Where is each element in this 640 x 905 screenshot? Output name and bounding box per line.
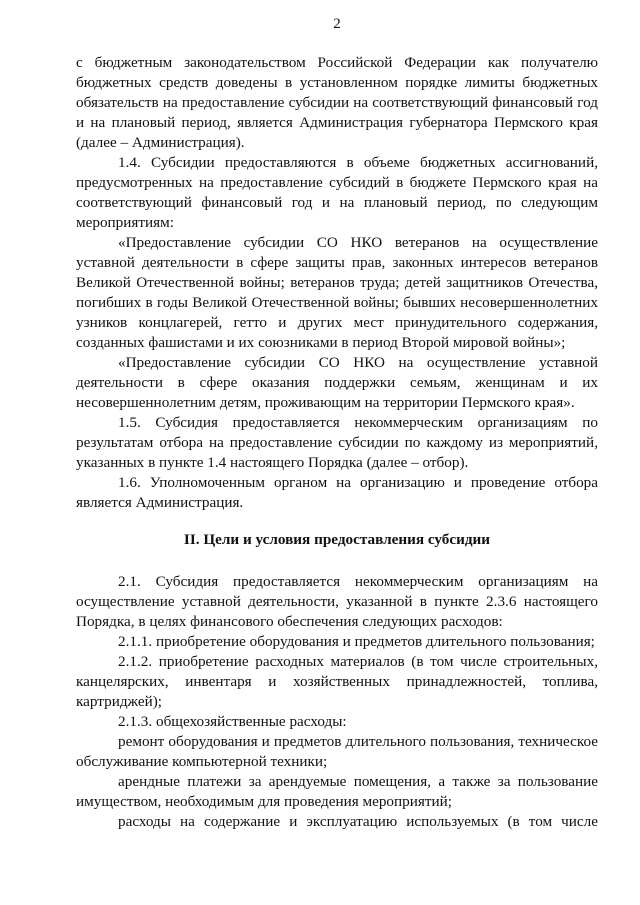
section-one-body — [76, 53, 598, 513]
paragraph-2-1-2: 2.1.2. приобретение расходных материалов (в том числе строительных, канцелярских, инвентаря и хозяйственных принадлежностей, топлива, картриджей); — [76, 653, 598, 710]
section-heading: II. Цели и условия предоставления субсидии — [183, 531, 491, 548]
paragraph-1-5: 1.5. Субсидия предоставляется некоммерческим организациям по результатам отбора на предоставление субсидии по каждому из мероприятий, указанных в пункте 1.4 настоящего Порядка (далее – отбор). — [76, 414, 598, 471]
paragraph-rent: арендные платежи за арендуемые помещения, а также за пользование имуществом, необходимым для проведения мероприятий; — [76, 773, 598, 810]
paragraph-1-6: 1.6. Уполномоченным органом на организацию и проведение отбора является Администрация. — [76, 474, 598, 511]
paragraph-2-1: 2.1. Субсидия предоставляется некоммерческим организациям на осуществление уставной деятельности, указанной в пункте 2.3.6 настоящего Порядка, в целях финансового обеспечения следующих расходов: — [76, 573, 598, 630]
page-number: 2 — [333, 16, 341, 32]
paragraph-2-1-3: 2.1.3. общехозяйственные расходы: — [118, 713, 347, 730]
paragraph-continuation: с бюджетным законодательством Российской Федерации как получателю бюджетных средств доведены в установленном порядке лимиты бюджетных обязательств на предоставление субсидии на соответствующий финансовый год и на плановый период, является Администрация губернатора Пермского края (далее – Администрация). — [76, 54, 598, 151]
paragraph-repair: ремонт оборудования и предметов длительного пользования, техническое обслуживание компьютерной техники; — [76, 733, 598, 770]
paragraph-maintenance: расходы на содержание и эксплуатацию используемых (в том числе — [118, 813, 598, 830]
paragraph-2-1-1: 2.1.1. приобретение оборудования и предметов длительного пользования; — [118, 633, 595, 650]
paragraph-1-4: 1.4. Субсидии предоставляются в объеме бюджетных ассигнований, предусмотренных на предоставление субсидий в бюджете Пермского края на соответствующий финансовый год и на плановый период, по следующим мероприятиям: — [76, 154, 598, 231]
document-page — [76, 14, 598, 832]
section-two-body — [76, 572, 598, 832]
paragraph-measure-1: «Предоставление субсидии СО НКО ветеранов на осуществление уставной деятельности в сфере защиты прав, законных интересов ветеранов Великой Отечественной войны; ветеранов труда; детей защитников Отечества, погибших в годы Великой Отечественной войны; бывших несовершеннолетних узников концлагерей, гетто и других мест принудительного содержания, созданных фашистами и их союзниками в период Второй мировой войны»; — [76, 234, 598, 351]
paragraph-measure-2: «Предоставление субсидии СО НКО на осуществление уставной деятельности в сфере оказания поддержки семьям, женщинам и их несовершеннолетним детям, проживающим на территории Пермского края». — [76, 354, 598, 411]
